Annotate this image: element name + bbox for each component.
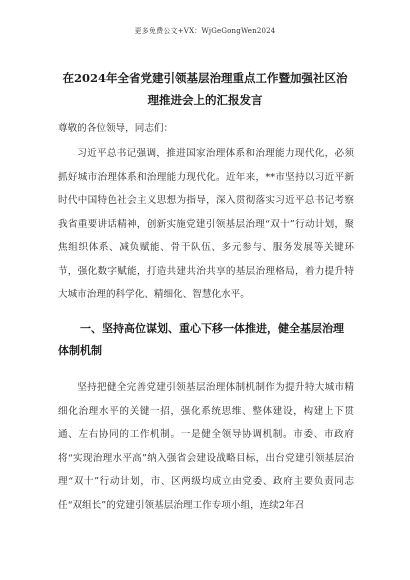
paragraph-2: 坚持把健全完善党建引领基层治理体制机制作为提升特大城市精细化治理水平的关键一招，强化系统思维、整体建设，构建上下贯通、左右协同的工作机制。一是健全领导协调机制。市委、市政府将“实现治理水平高”纳入强省会建设战略目标，出台党建引领基层治理“双十”行动计划，市、区两级均成立由党委、政府主要负责同志任“双组长”的党建引领基层治理工作专项小组，连续2年召: [58, 382, 354, 511]
document-title: 在2024年全省党建引领基层治理重点工作暨加强社区治理推进会上的汇报发言: [62, 71, 348, 107]
greeting: 尊敬的各位领导，同志们：: [58, 123, 174, 134]
paragraph-1: 习近平总书记强调，推进国家治理体系和治理能力现代化，必须抓好城市治理体系和治理能力现代化。近年来，**市坚持以习近平新时代中国特色社会主义思想为指导，深入贯彻落实习近平总书记考察我省重要讲话精神，创新实施党建引领基层治理“双十”行动计划，聚焦组织体系、减负赋能、骨干队伍、多元参与、服务发展等关键环节，强化数字赋能，打造共建共治共享的基层治理格局，着力提升特大城市治理的科学化、精细化、智慧化水平。: [58, 148, 354, 300]
section-heading-1: 一、坚持高位谋划、重心下移一体推进，健全基层治理体制机制: [58, 322, 344, 357]
header-note: 更多免费公文+VX：WjGeGongWen2024: [134, 27, 276, 35]
